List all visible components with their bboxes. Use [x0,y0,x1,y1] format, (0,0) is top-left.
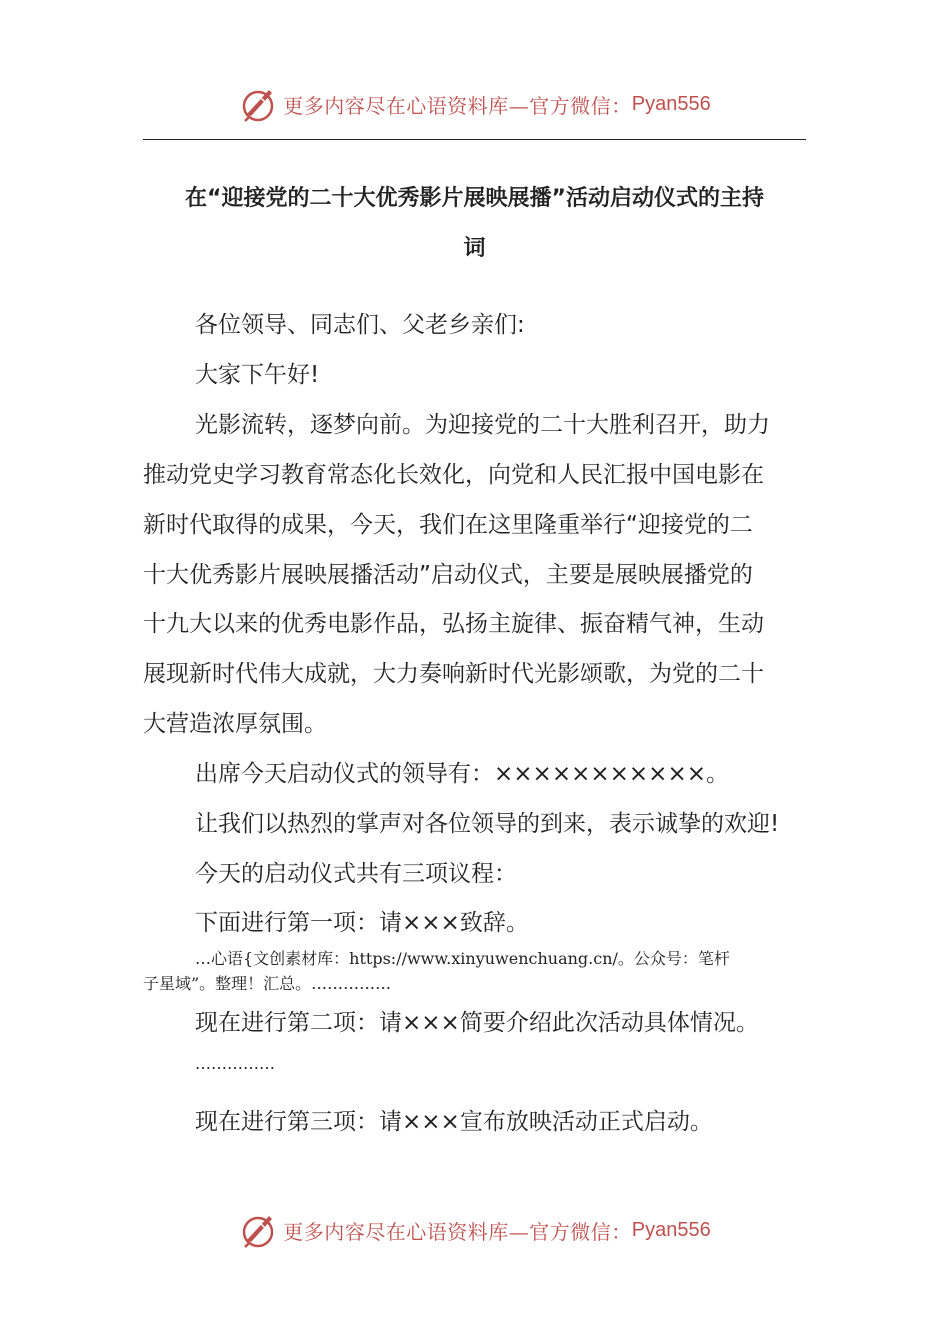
doc-title-line-1: 在“迎接党的二十大优秀影片展映展播”活动启动仪式的主持 [185,186,764,211]
intro-line: 展现新时代伟大成就，大力奏响新时代光影颂歌，为党的二十 [143,661,764,687]
doc-title-line-2: 词 [463,236,486,261]
intro-line: 光影流转，逐梦向前。为迎接党的二十大胜利召开，助力 [195,412,770,438]
welcome-line: 让我们以热烈的掌声对各位领导的到来，表示诚挚的欢迎! [195,811,780,837]
quill-logo-icon [239,1210,279,1250]
banner-wechat-id: Pyan556 [631,92,711,115]
header-divider [143,139,806,140]
agenda-item-1: 下面进行第一项：请×××致辞。 [195,910,529,936]
hello: 大家下午好! [195,362,320,388]
leaders-line: 出席今天启动仪式的领导有：×××××××××××。 [195,761,729,787]
intro-line: 十九大以来的优秀电影作品，弘扬主旋律、振奋精气神，生动 [143,611,764,637]
footer-banner [0,1208,950,1252]
banner-wechat-id: Pyan556 [631,1218,711,1241]
intro-line: 推动党史学习教育常态化长效化，向党和人民汇报中国电影在 [143,462,764,488]
greeting: 各位领导、同志们、父老乡亲们: [195,312,525,338]
source-note-line-2: 子星域”。整理！汇总。…………… [143,974,392,993]
agenda-intro: 今天的启动仪式共有三项议程： [195,861,517,887]
banner-text: 更多内容尽在心语资料库—官方微信： [283,93,632,118]
quill-logo-icon [239,84,279,124]
source-note-line-1: …心语{文创素材库：https://www.xinyuwenchuang.cn/。公众号：笔杆 [195,949,730,968]
header-banner [0,82,950,126]
intro-line: 大营造浓厚氛围。 [143,711,327,737]
agenda-item-3: 现在进行第三项：请×××宣布放映活动正式启动。 [195,1109,713,1135]
ellipsis-line: …………… [195,1054,275,1073]
intro-line: 十大优秀影片展映展播活动”启动仪式，主要是展映展播党的 [143,562,753,588]
agenda-item-2: 现在进行第二项：请×××简要介绍此次活动具体情况。 [195,1010,759,1036]
banner-text: 更多内容尽在心语资料库—官方微信： [283,1219,632,1244]
intro-line: 新时代取得的成果，今天，我们在这里隆重举行“迎接党的二 [143,512,753,538]
